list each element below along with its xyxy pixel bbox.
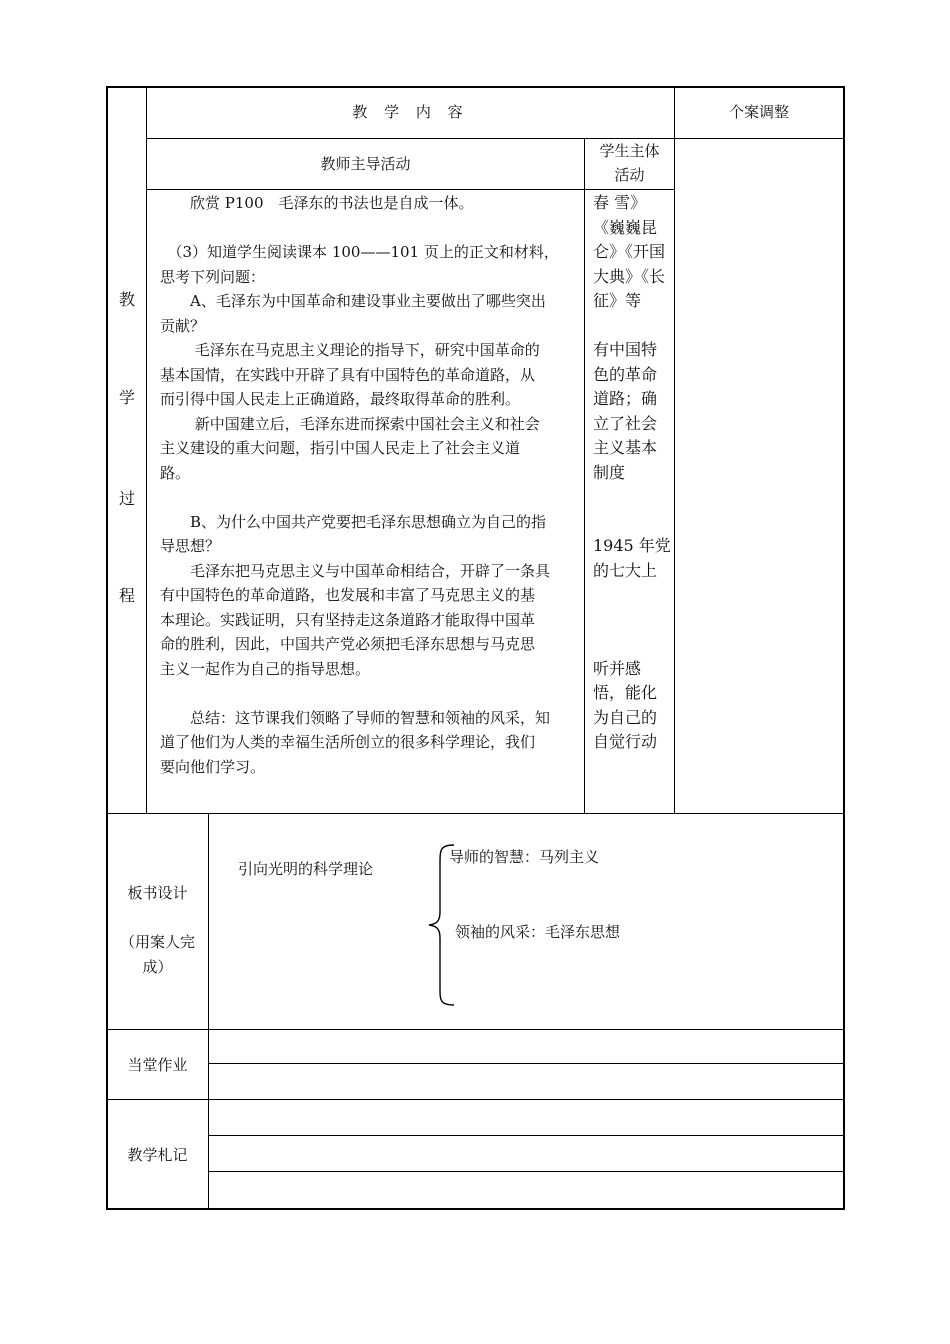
teacher-line: 路。 — [160, 463, 191, 482]
student-line — [593, 583, 673, 608]
student-line: 为自己的 — [593, 707, 658, 727]
table-left-border — [106, 86, 108, 1209]
student-line — [593, 510, 673, 535]
teaching-content-header: 教 学 内 容 — [352, 103, 469, 121]
student-line: 《巍巍昆 — [593, 217, 658, 237]
section-divider-homework — [106, 1099, 844, 1100]
student-line: 自觉行动 — [593, 732, 658, 751]
teacher-line: 道了他们为人类的幸福生活所创立的很多科学理论，我们 — [160, 733, 536, 751]
teacher-line: 毛泽东把马克思主义与中国革命相结合，开辟了一条具 — [160, 561, 551, 580]
teacher-line — [160, 485, 582, 510]
teacher-line: 总结：这节课我们领略了导师的智慧和领袖的风采，知 — [160, 708, 551, 727]
student-line: 有中国特 — [593, 340, 658, 359]
student-line — [593, 608, 673, 633]
header-divider — [146, 138, 844, 139]
table-top-border — [106, 86, 845, 88]
teacher-line: 本理论。实践证明，只有坚持走这条道路才能取得中国革 — [160, 610, 536, 629]
board-branch-leader: 领袖的风采：毛泽东思想 — [455, 923, 621, 941]
student-line — [593, 632, 673, 657]
case-adjust-header: 个案调整 — [728, 103, 789, 121]
process-label-char: 教 — [118, 290, 135, 309]
label-col-divider — [208, 813, 209, 1209]
teacher-line — [160, 681, 582, 706]
section-divider-board — [106, 1029, 844, 1030]
notes-label: 教学札记 — [127, 1146, 188, 1164]
student-line: 道路；确 — [593, 389, 658, 408]
board-design-sublabel-2: 成） — [142, 958, 173, 976]
teacher-line: 新中国建立后，毛泽东进而探索中国社会主义和社会 — [160, 414, 540, 433]
student-line: 听并感 — [593, 658, 642, 678]
student-line: 的七大上 — [593, 560, 658, 580]
student-activity-header-line2: 活动 — [614, 166, 645, 184]
student-line: 1945 年党 — [593, 536, 671, 555]
adjust-col-divider — [674, 86, 675, 813]
notes-row-divider-2 — [208, 1171, 844, 1172]
teacher-line: A、毛泽东为中国革命和建设事业主要做出了哪些突出 — [160, 292, 546, 310]
teacher-line: 主义建设的重大问题，指引中国人民走上了社会主义道 — [160, 439, 521, 457]
student-col-divider — [584, 138, 585, 813]
student-activity-header-line1: 学生主体 — [599, 142, 660, 160]
student-line: 春 雪》 — [593, 193, 647, 212]
student-line — [593, 314, 673, 339]
teacher-line: 导思想？ — [160, 537, 221, 555]
student-line: 主义基本 — [593, 438, 658, 457]
board-design-sublabel: （用案人完 — [119, 933, 195, 951]
board-branch-mentor: 导师的智慧：马列主义 — [449, 848, 600, 866]
process-col-divider — [146, 86, 147, 813]
table-right-border — [843, 86, 845, 1209]
process-label-char: 过 — [118, 489, 135, 508]
teacher-line: 思考下列问题： — [160, 267, 266, 286]
subheader-divider — [146, 189, 675, 190]
teacher-line: 基本国情，在实践中开辟了具有中国特色的革命道路，从 — [160, 365, 536, 384]
section-divider-process — [106, 813, 844, 814]
teacher-line: 而引得中国人民走上正确道路，最终取得革命的胜利。 — [160, 390, 521, 408]
homework-label: 当堂作业 — [127, 1056, 188, 1074]
student-line: 色的革命 — [593, 364, 658, 384]
teacher-line: 主义一起作为自己的指导思想。 — [160, 659, 371, 678]
teacher-line: 命的胜利，因此，中国共产党必须把毛泽东思想与马克思 — [160, 635, 536, 653]
teacher-line: B、为什么中国共产党要把毛泽东思想确立为自己的指 — [160, 512, 547, 531]
student-activity-content — [593, 191, 673, 755]
student-line: 仑》《开国 — [593, 242, 666, 261]
process-label-char: 程 — [118, 586, 135, 605]
notes-row-divider-1 — [208, 1135, 844, 1136]
teacher-line: 贡献？ — [160, 316, 206, 335]
teacher-line: （3）知道学生阅读课本 100——101 页上的正文和材料， — [160, 243, 559, 261]
student-line: 立了社会 — [593, 413, 658, 433]
table-bottom-border — [106, 1208, 845, 1210]
student-line: 悟，能化 — [593, 683, 658, 702]
process-label-char: 学 — [118, 388, 135, 407]
teacher-activity-header: 教师主导活动 — [320, 155, 411, 173]
teacher-line: 要向他们学习。 — [160, 757, 266, 776]
student-line: 大典》《长 — [593, 266, 666, 286]
board-design-label: 板书设计 — [127, 884, 188, 902]
teacher-line: 欣赏 P100 毛泽东的书法也是自成一体。 — [160, 194, 474, 212]
teacher-line — [160, 216, 582, 241]
student-line — [593, 485, 673, 510]
teacher-activity-content — [160, 191, 582, 779]
student-line: 征》等 — [593, 291, 642, 310]
board-main-topic: 引向光明的科学理论 — [238, 860, 374, 878]
teacher-line: 毛泽东在马克思主义理论的指导下，研究中国革命的 — [160, 341, 540, 359]
homework-row-divider — [208, 1063, 844, 1064]
teacher-line: 有中国特色的革命道路，也发展和丰富了马克思主义的基 — [160, 586, 536, 604]
student-line: 制度 — [593, 462, 626, 482]
